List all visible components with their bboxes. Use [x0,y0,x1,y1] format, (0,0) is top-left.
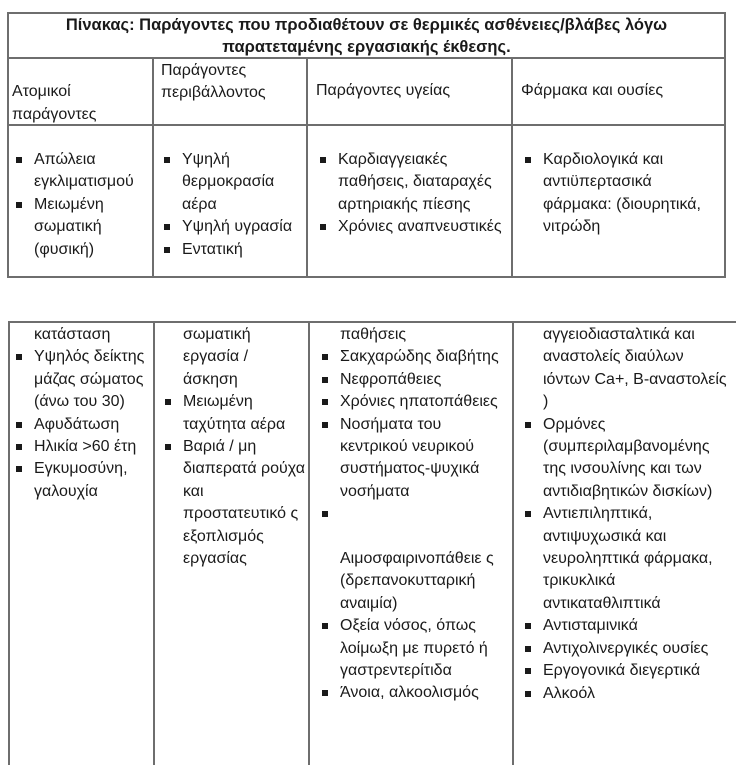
column-header-health [316,58,506,124]
cell-health-lower [320,324,510,705]
square-bullet-icon [525,668,531,674]
square-bullet-icon [525,511,531,517]
list-item-text: νιτρώδη [543,218,601,236]
column-divider [153,321,155,765]
cell-drugs-lower [523,324,733,705]
list-item-text: σωματική εργασία / άσκηση [183,326,251,388]
list-item-text: Βαριά / μη διαπερατά ρούχα και προστατευτικό ς εξοπλισμός εργασίας [183,438,305,568]
list-item-text: Καρδιολογικά και αντιϋπερτασικά φάρμακα: (διουρητικά, [543,151,701,213]
list-item [320,391,510,413]
list-item [14,346,150,413]
list-item [14,324,150,346]
list-item-text: Αντισταμινικά [543,617,638,635]
list-item [14,414,150,436]
square-bullet-icon [525,157,531,163]
cell-individual-lower [14,324,150,503]
list-item-text: Εντατική [182,240,243,258]
bullet-list [318,149,510,239]
list-item [523,503,733,615]
list-item [320,346,510,368]
column-header-text: Ατομικοί παράγοντες [12,83,97,123]
square-bullet-icon [164,247,170,253]
list-item [320,414,510,504]
column-divider [308,321,310,765]
list-item [523,638,733,660]
list-item [162,149,304,216]
list-item-text: Σακχαρώδης διαβήτης [340,348,499,366]
list-item [523,683,733,705]
square-bullet-icon [322,377,328,383]
list-item [523,324,733,414]
square-bullet-icon [164,224,170,230]
square-bullet-icon [322,354,328,360]
list-item [320,503,510,548]
list-item [14,149,150,194]
bullet-list [320,324,510,705]
bullet-list [14,324,150,503]
list-item-text: Χρόνιες ηπατοπάθειες [340,393,498,411]
list-item-text: Αιμοσφαιρινοπάθειε ς (δρεπανοκυτταρική αναιμία) [340,550,494,612]
list-item [523,149,723,216]
list-item [162,216,304,238]
list-item-text: Άνοια, αλκοολισμός [340,684,479,702]
square-bullet-icon [165,444,171,450]
list-item-text: κατάσταση [34,326,111,343]
square-bullet-icon [16,466,22,472]
list-item-text: Αντιχολινεργικές ουσίες [543,639,709,657]
list-item-text: Χρόνιες αναπνευστικές [338,218,502,236]
column-header-environment [161,58,303,118]
bullet-list [162,149,304,261]
square-bullet-icon [322,623,328,629]
square-bullet-icon [16,202,22,208]
cell-health-upper [318,149,510,239]
column-header-individual [12,68,150,128]
bullet-list [523,149,723,239]
column-header-text: Παράγοντες περιβάλλοντος [161,62,266,102]
column-divider [511,58,513,278]
lower-table-top-border [8,321,736,323]
list-item-text: παθήσεις [340,326,407,343]
list-item-text: Απώλεια εγκλιματισμού [34,151,134,191]
square-bullet-icon [525,691,531,697]
square-bullet-icon [16,354,22,360]
square-bullet-icon [525,646,531,652]
bullet-list [14,149,150,261]
list-item-text: Καρδιαγγειακές παθήσεις, διαταραχές αρτηριακής πίεσης [338,151,492,213]
cell-drugs-upper [523,149,723,239]
list-item [163,324,306,391]
list-item [523,414,733,504]
list-item [163,391,306,436]
list-item [14,194,150,261]
list-item [163,436,306,570]
list-item-text: Οξεία νόσος, όπως λοίμωξη με πυρετό ή γαστρεντερίτιδα [340,617,488,680]
square-bullet-icon [16,422,22,428]
list-item-text: Νοσήματα του κεντρικού νευρικού συστήματος-ψυχικά νοσήματα [340,415,480,500]
list-item-text: Υψηλή θερμοκρασία αέρα [182,151,275,213]
list-item [162,239,304,261]
list-item-text: Υψηλός δείκτης μάζας σώματος (άνω του 30) [34,348,145,411]
column-divider [306,58,308,278]
cell-individual-upper [14,149,150,261]
list-item [14,458,150,503]
list-item-text: Εγκυμοσύνη, γαλουχία [34,460,128,500]
column-header-text: Παράγοντες υγείας [316,81,451,99]
column-header-text: Φάρμακα και ουσίες [521,81,664,99]
square-bullet-icon [525,422,531,428]
square-bullet-icon [322,422,328,428]
square-bullet-icon [320,224,326,230]
list-item [320,682,510,704]
list-item-text: Μειωμένη ταχύτητα αέρα [183,393,286,433]
list-item-text: αγγειοδιασταλτικά και αναστολείς διαύλων ιόντων Ca+, B-αναστολείς ) [543,326,727,411]
square-bullet-icon [320,157,326,163]
list-item [320,324,510,346]
cell-environment-lower [163,324,306,570]
list-item-text: Εργογονικά διεγερτικά [543,662,701,680]
list-item [318,216,510,238]
square-bullet-icon [164,157,170,163]
bullet-list [163,324,306,570]
list-item-text: Αλκοόλ [543,684,595,702]
list-item-text: Αντιεπιληπτικά, αντιψυχωσικά και νευροληπτικά φάρμακα, τρικυκλικά αντικαταθλιπτικά [543,505,713,612]
column-divider [152,58,154,278]
list-item-text: Υψηλή υγρασία [182,218,293,236]
column-header-drugs [521,58,721,124]
square-bullet-icon [165,399,171,405]
list-item [14,436,150,458]
bullet-list [523,324,733,705]
square-bullet-icon [322,399,328,405]
lower-table-left-border [8,321,10,765]
cell-environment-upper [162,149,304,261]
list-item [320,548,510,615]
list-item-text: Μειωμένη σωματική (φυσική) [34,195,104,258]
column-divider [512,321,514,765]
list-item [523,615,733,637]
list-item-text: Ηλικία >60 έτη [34,438,137,456]
square-bullet-icon [322,690,328,696]
square-bullet-icon [322,511,328,517]
square-bullet-icon [16,444,22,450]
list-item [318,149,510,216]
square-bullet-icon [16,157,22,163]
list-item [320,615,510,682]
list-item-text: Αφυδάτωση [34,415,120,433]
list-item-text: Νεφροπάθειες [340,370,442,388]
list-item [523,216,723,238]
table-title: Πίνακας: Παράγοντες που προδιαθέτουν σε θερμικές ασθένειες/βλάβες λόγω παρατεταμένης εργασιακής έκθεσης. [7,12,726,59]
list-item [523,660,733,682]
list-item [320,369,510,391]
list-item-text: Ορμόνες (συμπεριλαμβανομένης της ινσουλίνης και των αντιδιαβητικών δισκίων) [543,415,713,500]
square-bullet-icon [525,623,531,629]
